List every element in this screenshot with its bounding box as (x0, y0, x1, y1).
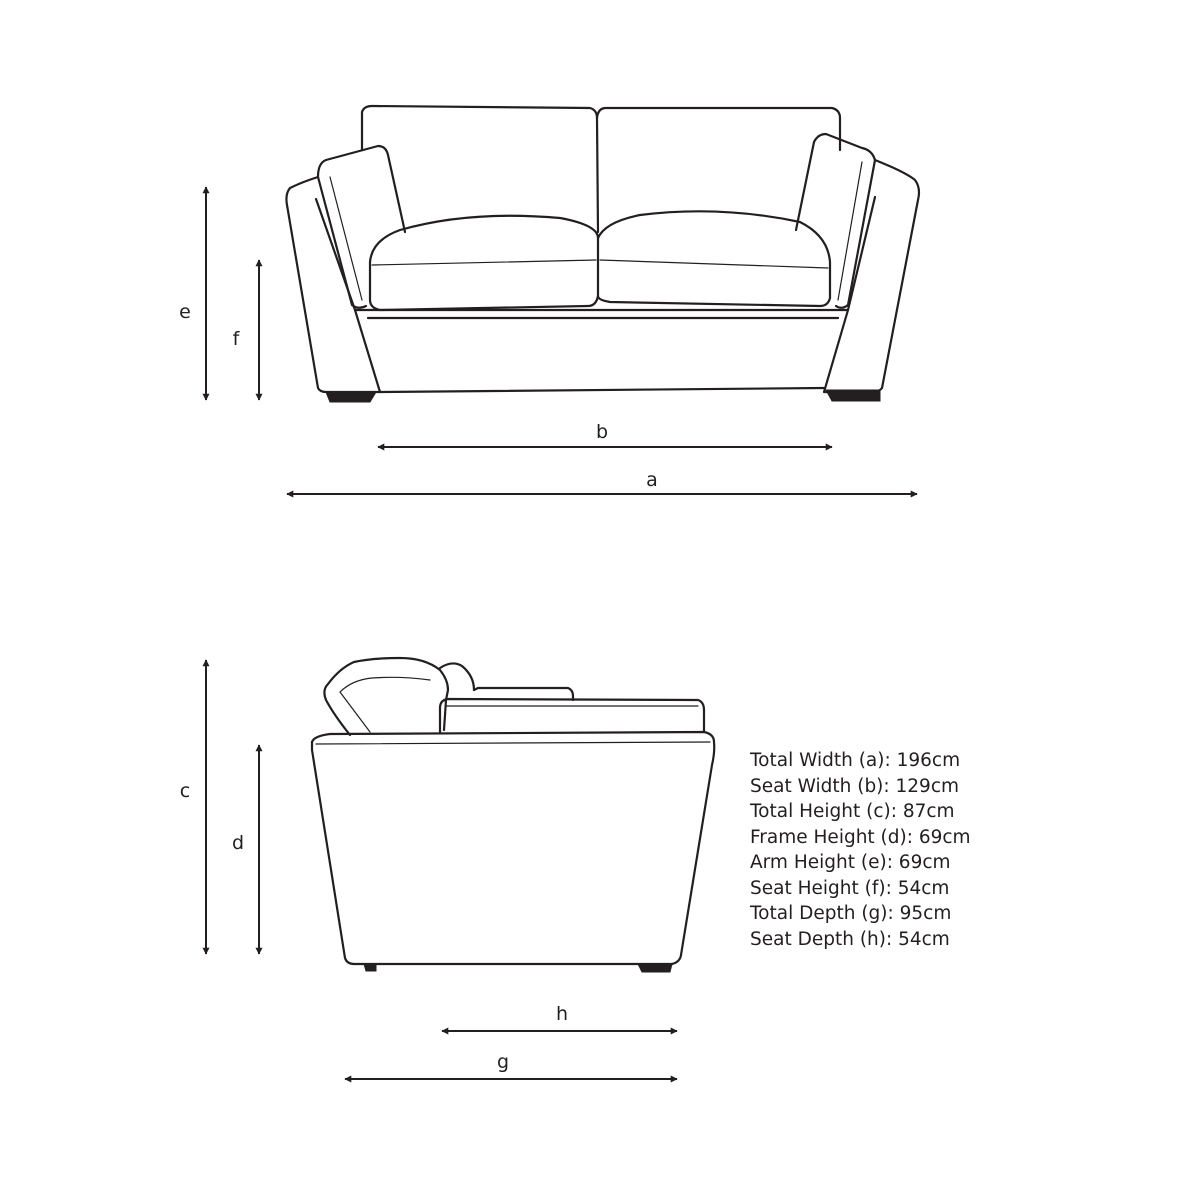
dimension-label-e: e (179, 301, 191, 323)
left-back-cushion (362, 106, 598, 232)
sofa-side-view (312, 658, 714, 972)
dimension-label-h: h (555, 1003, 569, 1025)
side-front-leg (364, 964, 376, 971)
side-arm-top (312, 732, 714, 742)
front-left-leg (326, 392, 376, 402)
spec-total-depth: Total Depth (g): 95cm (750, 903, 952, 924)
spec-seat-width: Seat Width (b): 129cm (750, 775, 960, 797)
dimension-label-c: c (179, 780, 191, 802)
dimension-label-a: a (646, 469, 658, 491)
front-right-leg (826, 390, 880, 401)
spec-seat-depth: Seat Depth (h): 54cm (750, 928, 950, 950)
dimension-label-b: b (595, 421, 609, 443)
side-back-leg (638, 964, 672, 972)
spec-arm-height: Arm Height (e): 69cm (750, 852, 951, 873)
spec-total-height: Total Height (c): 87cm (750, 801, 955, 822)
spec-seat-height: Seat Height (f): 54cm (750, 877, 950, 899)
right-scatter-cushion (796, 134, 875, 308)
left-scatter-cushion (318, 146, 405, 308)
sofa-front-view (286, 106, 919, 402)
dimension-label-f: f (232, 328, 240, 350)
left-arm (286, 177, 380, 392)
side-body (312, 742, 714, 964)
right-arm (824, 160, 919, 392)
front-base-panel (355, 310, 848, 392)
right-back-cushion (597, 108, 840, 150)
side-seat-cushion (440, 699, 704, 733)
spec-frame-height: Frame Height (d): 69cm (750, 826, 971, 848)
dimension-label-g: g (496, 1051, 510, 1073)
dimensions-spec-list (750, 748, 971, 952)
dimension-label-d: d (231, 832, 245, 854)
spec-total-width: Total Width (a): 196cm (750, 750, 961, 771)
right-seat-cushion (598, 211, 830, 306)
